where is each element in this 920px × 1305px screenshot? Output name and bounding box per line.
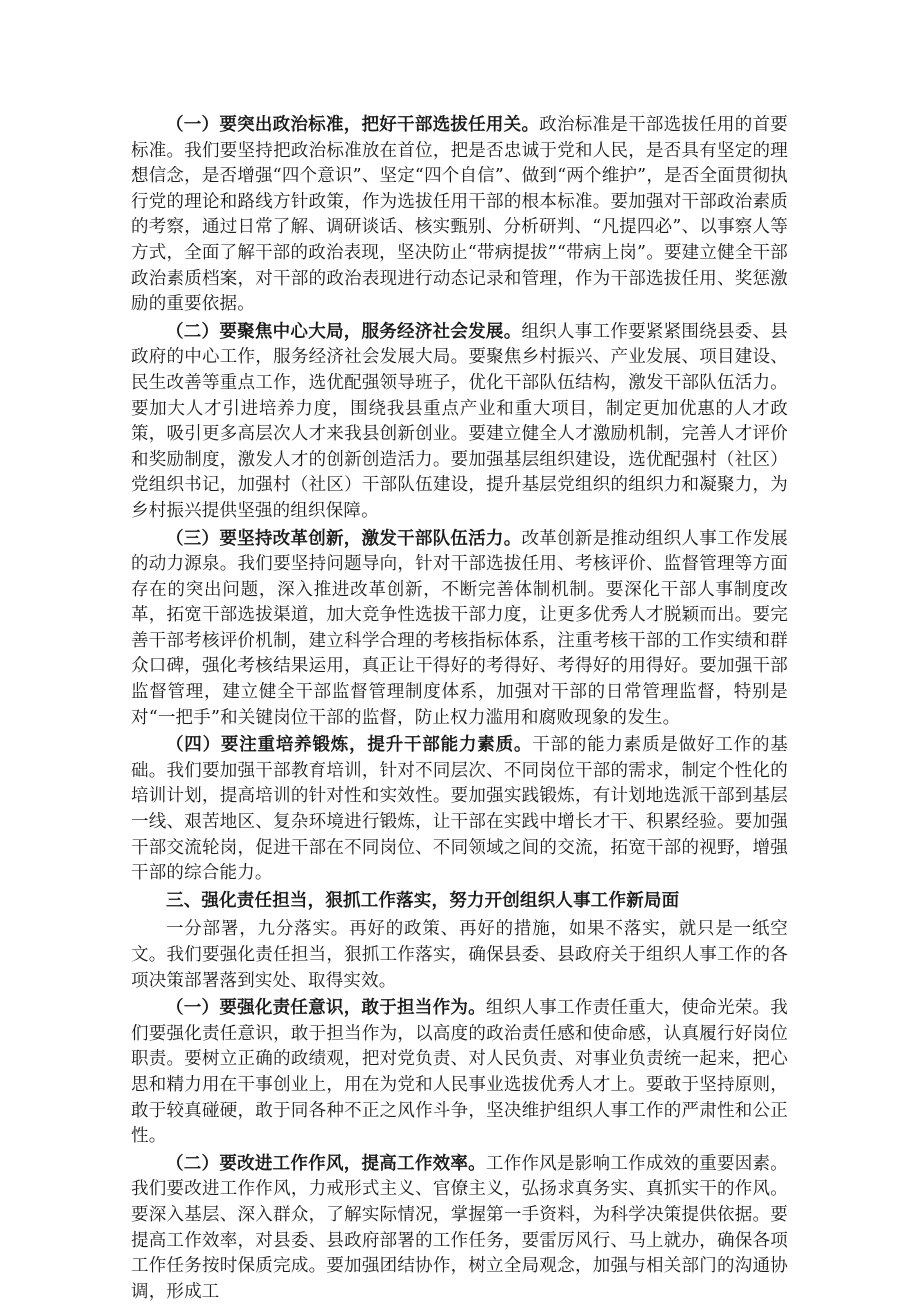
paragraph-central-tasks <box>131 320 788 525</box>
paragraph-lead: （三）要坚持改革创新，激发干部队伍活力。 <box>166 528 522 549</box>
section-heading: 三、强化责任担当，狠抓工作落实，努力开创组织人事工作新局面 <box>166 890 680 911</box>
paragraph-body: 组织人事工作责任重大，使命光荣。我们要强化责任意识，敢于担当作为，以高度的政治责任感和使命感，认真履行好岗位职责。要树立正确的政绩观，把对党负责、对人民负责、对事业负责统一起来，把心思和精力用在干事创业上，用在为党和人民事业选拔优秀人才上。要敢于坚持原则，敢于较真碰硬，敢于同各种不正之风作斗争，坚决维护组织人事工作的严肃性和公正性。 <box>131 998 788 1147</box>
section-intro: 一分部署，九分落实。再好的政策、再好的措施，如果不落实，就只是一纸空文。我们要强化责任担当，狠抓工作落实，确保县委、县政府关于组织人事工作的各项决策部署落到实处、取得实效。 <box>131 919 788 991</box>
paragraph-training <box>131 733 788 887</box>
paragraph-body: 改革创新是推动组织人事工作发展的动力源泉。我们要坚持问题导向，针对干部选拔任用、考核评价、监督管理等方面存在的突出问题，深入推进改革创新，不断完善体制机制。要深化干部人事制度改革，拓宽干部选拔渠道，加大竞争性选拔干部力度，让更多优秀人才脱颖而出。要完善干部考核评价机制，建立科学合理的考核指标体系，注重考核干部的工作实绩和群众口碑，强化考核结果运用，真正让干得好的考得好、考得好的用得好。要加强干部监督管理，建立健全干部监督管理制度体系，加强对干部的日常管理监督，特别是对“一把手”和关键岗位干部的监督，防止权力滥用和腐败现象的发生。 <box>131 528 788 728</box>
paragraph-lead: （一）要突出政治标准，把好干部选拔任用关。 <box>166 115 540 135</box>
paragraph-lead: （二）要改进工作作风，提高工作效率。 <box>166 1153 486 1174</box>
paragraph-body: 工作作风是影响工作成效的重要因素。我们要改进工作作风，力戒形式主义、官僚主义，弘扬求真务实、真抓实干的作风。要深入基层、深入群众，了解实际情况，掌握第一手资料，为科学决策提供依据。要提高工作效率，对县委、县政府部署的工作任务，要雷厉风行、马上就办，确保各项工作任务按时保质完成。要加强团结协作，树立全局观念，加强与相关部门的沟通协调，形成工 <box>131 1153 788 1302</box>
paragraph-body: 政治标准是干部选拔任用的首要标准。我们要坚持把政治标准放在首位，把是否忠诚于党和人民，是否具有坚定的理想信念，是否增强“四个意识”、坚定“四个自信”、做到“两个维护”，是否全面贯彻执行党的理论和路线方针政策，作为选拔任用干部的根本标准。要加强对干部政治素质的考察，通过日常了解、调研谈话、核实甄别、分析研判、“凡提四必”、以事察人等方式，全面了解干部的政治表现，坚决防止“带病提拔”“带病上岗”。要建立健全干部政治素质档案，对干部的政治表现进行动态记录和管理，作为干部选拔任用、奖惩激励的重要依据。 <box>131 115 788 315</box>
paragraph-responsibility <box>131 996 788 1150</box>
paragraph-work-style <box>131 1152 788 1305</box>
paragraph-lead: （一）要强化责任意识，敢于担当作为。 <box>166 998 486 1019</box>
paragraph-political-standard <box>131 113 788 318</box>
paragraph-body: 干部的能力素质是做好工作的基础。我们要加强干部教育培训，针对不同层次、不同岗位干部的需求，制定个性化的培训计划，提高培训的针对性和实效性。要加强实践锻炼，有计划地选派干部到基层一线、艰苦地区、复杂环境进行锻炼，让干部在实践中增长才干、积累经验。要加强干部交流轮岗，促进干部在不同岗位、不同领域之间的交流，拓宽干部的视野，增强干部的综合能力。 <box>131 735 788 884</box>
paragraph-reform-innovation <box>131 527 788 732</box>
paragraph-lead: （二）要聚焦中心大局，服务经济社会发展。 <box>166 321 522 342</box>
paragraph-body: 组织人事工作要紧紧围绕县委、县政府的中心工作，服务经济社会发展大局。要聚焦乡村振兴、产业发展、项目建设、民生改善等重点工作，选优配强领导班子，优化干部队伍结构，激发干部队伍活力。要加大人才引进培养力度，围绕我县重点产业和重大项目，制定更加优惠的人才政策，吸引更多高层次人才来我县创新创业。要建立健全人才激励机制，完善人才评价和奖励制度，激发人才的创新创造活力。要加强基层组织建设，选优配强村（社区）党组织书记，加强村（社区）干部队伍建设，提升基层党组织的组织力和凝聚力，为乡村振兴提供坚强的组织保障。 <box>131 321 788 521</box>
paragraph-lead: （四）要注重培养锻炼，提升干部能力素质。 <box>166 735 533 756</box>
